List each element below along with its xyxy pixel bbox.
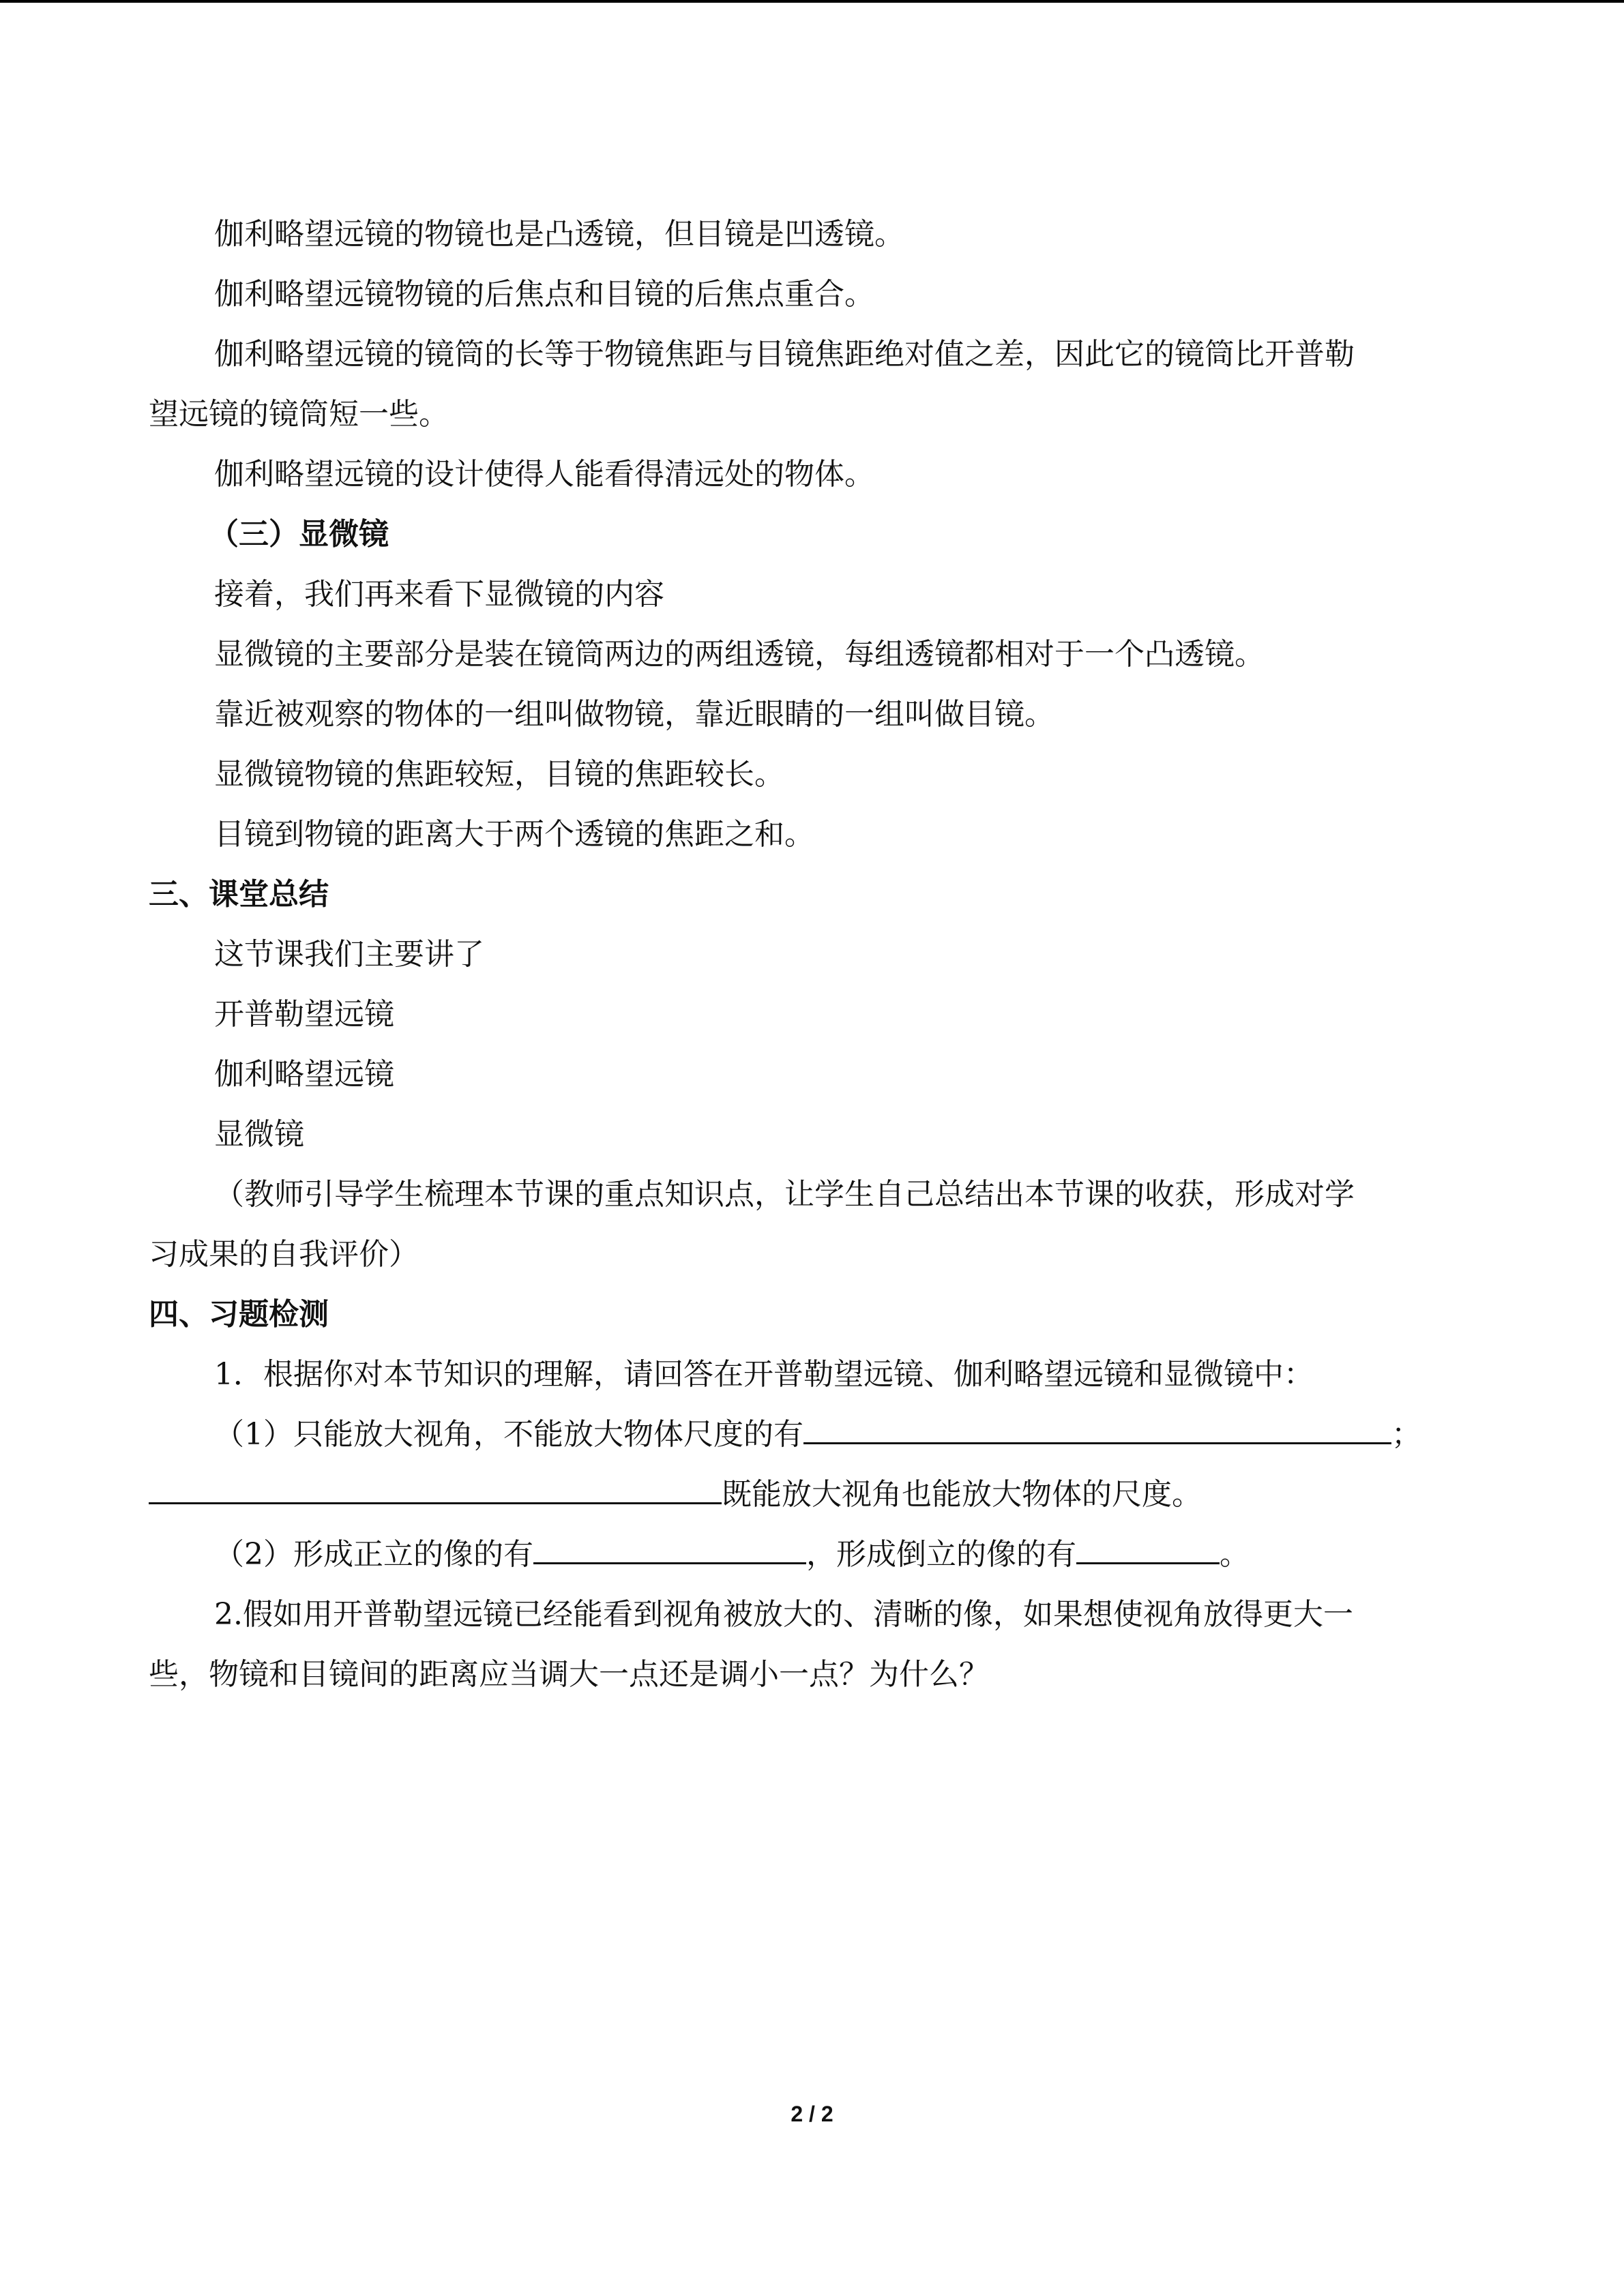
question-text: （2）形成正立的像的有 bbox=[214, 1537, 533, 1572]
page-number: 2 / 2 bbox=[791, 2102, 833, 2126]
summary-line: 开普勒望远镜 bbox=[214, 997, 394, 1032]
question-text: （1）只能放大视角，不能放大物体尺度的有 bbox=[214, 1417, 803, 1452]
section-heading-exercises: 四、习题检测 bbox=[149, 1297, 329, 1332]
subsection-heading-microscope: （三）显微镜 bbox=[209, 517, 389, 552]
section-heading-summary: 三、课堂总结 bbox=[149, 877, 329, 912]
paragraph: 显微镜物镜的焦距较短，目镜的焦距较长。 bbox=[214, 757, 784, 792]
answer-blank bbox=[803, 1442, 1391, 1444]
summary-note: （教师引导学生梳理本节课的重点知识点，让学生自己总结出本节课的收获，形成对学 bbox=[214, 1177, 1355, 1212]
question-2-continuation: 些，物镜和目镜间的距离应当调大一点还是调小一点？为什么？ bbox=[149, 1657, 989, 1692]
paragraph: 伽利略望远镜物镜的后焦点和目镜的后焦点重合。 bbox=[214, 277, 874, 312]
paragraph: 靠近被观察的物体的一组叫做物镜，靠近眼睛的一组叫做目镜。 bbox=[214, 697, 1054, 732]
question-1: 1．根据你对本节知识的理解，请回答在开普勒望远镜、伽利略望远镜和显微镜中： bbox=[214, 1357, 1314, 1392]
summary-line: 伽利略望远镜 bbox=[214, 1057, 394, 1092]
top-border-line bbox=[0, 0, 1624, 3]
paragraph: 目镜到物镜的距离大于两个透镜的焦距之和。 bbox=[214, 817, 814, 852]
document-body bbox=[149, 205, 1456, 1705]
question-2: 2.假如用开普勒望远镜已经能看到视角被放大的、清晰的像，如果想使视角放得更大一 bbox=[214, 1597, 1353, 1632]
paragraph: 伽利略望远镜的物镜也是凸透镜，但目镜是凹透镜。 bbox=[214, 217, 904, 252]
question-1-part-1-continued bbox=[149, 1465, 1456, 1525]
paragraph: 显微镜的主要部分是装在镜筒两边的两组透镜，每组透镜都相对于一个凸透镜。 bbox=[214, 637, 1265, 672]
summary-line: 显微镜 bbox=[214, 1117, 304, 1152]
question-text: 。 bbox=[1220, 1537, 1250, 1572]
question-text: 既能放大视角也能放大物体的尺度。 bbox=[722, 1477, 1202, 1512]
paragraph: 接着，我们再来看下显微镜的内容 bbox=[214, 577, 664, 612]
question-text: ，形成倒立的像的有 bbox=[806, 1537, 1076, 1572]
question-1-part-1 bbox=[149, 1405, 1456, 1465]
answer-blank bbox=[149, 1502, 722, 1504]
paragraph-continuation: 望远镜的镜筒短一些。 bbox=[149, 397, 449, 432]
answer-blank bbox=[533, 1562, 806, 1564]
summary-note-continuation: 习成果的自我评价） bbox=[149, 1237, 419, 1272]
summary-line: 这节课我们主要讲了 bbox=[214, 937, 484, 972]
question-text: ； bbox=[1391, 1417, 1421, 1452]
paragraph: 伽利略望远镜的设计使得人能看得清远处的物体。 bbox=[214, 457, 874, 492]
question-1-part-2 bbox=[149, 1525, 1456, 1585]
paragraph: 伽利略望远镜的镜筒的长等于物镜焦距与目镜焦距绝对值之差，因此它的镜筒比开普勒 bbox=[214, 337, 1355, 372]
answer-blank bbox=[1076, 1562, 1220, 1564]
